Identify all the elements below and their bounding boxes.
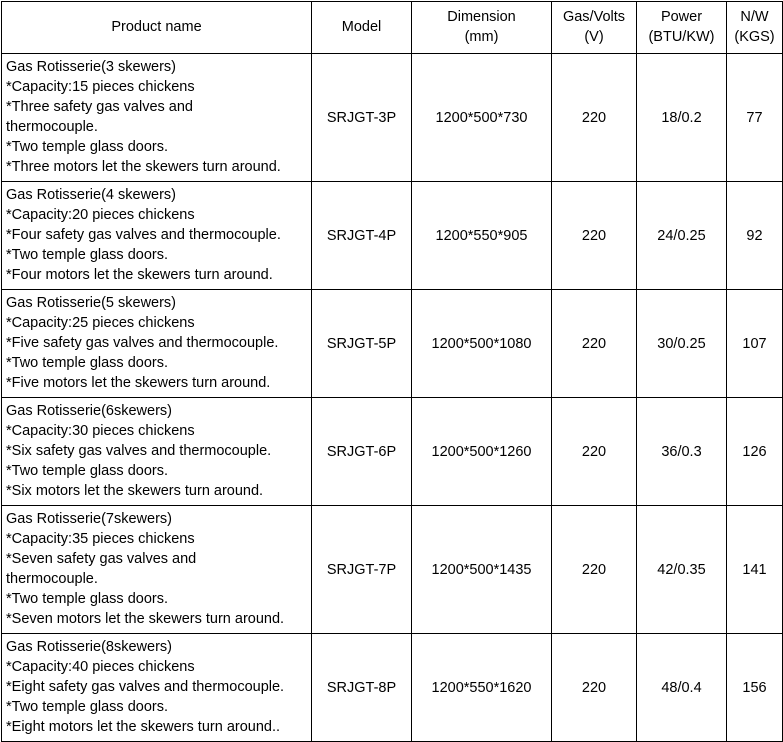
cell-product-name — [2, 398, 312, 506]
cell-gas-volts: 220 — [552, 290, 637, 398]
product-line: *Two temple glass doors. — [6, 699, 168, 715]
cell-dimension: 1200*550*1620 — [412, 634, 552, 742]
product-line: Gas Rotisserie(7skewers) — [6, 511, 172, 527]
table-row — [2, 182, 783, 290]
cell-model: SRJGT-5P — [312, 290, 412, 398]
cell-gas-volts: 220 — [552, 634, 637, 742]
cell-product-name — [2, 290, 312, 398]
table-row — [2, 506, 783, 634]
column-header-net-weight — [727, 2, 783, 54]
cell-power: 42/0.35 — [637, 506, 727, 634]
column-header-gas-volts-line1: Gas/Volts — [562, 9, 626, 25]
column-header-dimension-line2: (mm) — [464, 29, 499, 45]
cell-model: SRJGT-8P — [312, 634, 412, 742]
cell-net-weight: 156 — [727, 634, 783, 742]
cell-model: SRJGT-6P — [312, 398, 412, 506]
cell-product-name — [2, 506, 312, 634]
cell-product-name — [2, 54, 312, 182]
product-line: *Eight motors let the skewers turn around.. — [6, 719, 281, 735]
cell-gas-volts: 220 — [552, 54, 637, 182]
cell-net-weight: 141 — [727, 506, 783, 634]
product-line: *Three safety gas valves and — [6, 99, 193, 115]
product-line: Gas Rotisserie(4 skewers) — [6, 187, 177, 203]
cell-product-name — [2, 182, 312, 290]
product-line: *Five safety gas valves and thermocouple. — [6, 335, 279, 351]
cell-net-weight: 107 — [727, 290, 783, 398]
cell-power: 48/0.4 — [637, 634, 727, 742]
product-line: thermocouple. — [6, 571, 98, 587]
product-line: *Seven motors let the skewers turn around. — [6, 611, 285, 627]
product-specification-table — [1, 1, 783, 742]
column-header-gas-volts — [552, 2, 637, 54]
column-header-product-name — [2, 2, 312, 54]
product-line: thermocouple. — [6, 119, 98, 135]
cell-gas-volts: 220 — [552, 506, 637, 634]
cell-dimension: 1200*500*1435 — [412, 506, 552, 634]
cell-dimension: 1200*550*905 — [412, 182, 552, 290]
cell-model: SRJGT-3P — [312, 54, 412, 182]
cell-net-weight: 92 — [727, 182, 783, 290]
product-line: *Six safety gas valves and thermocouple. — [6, 443, 272, 459]
cell-power: 24/0.25 — [637, 182, 727, 290]
cell-net-weight: 77 — [727, 54, 783, 182]
cell-product-name — [2, 634, 312, 742]
cell-model: SRJGT-4P — [312, 182, 412, 290]
cell-model: SRJGT-7P — [312, 506, 412, 634]
column-header-net-weight-line2: (KGS) — [734, 29, 775, 45]
product-line: *Four safety gas valves and thermocouple. — [6, 227, 281, 243]
product-line: Gas Rotisserie(8skewers) — [6, 639, 172, 655]
column-header-power — [637, 2, 727, 54]
product-line: *Capacity:30 pieces chickens — [6, 423, 195, 439]
product-line: *Capacity:20 pieces chickens — [6, 207, 195, 223]
cell-dimension: 1200*500*1080 — [412, 290, 552, 398]
product-line: Gas Rotisserie(5 skewers) — [6, 295, 177, 311]
product-line: *Four motors let the skewers turn around. — [6, 267, 273, 283]
column-header-gas-volts-line2: (V) — [584, 29, 604, 45]
product-line: *Capacity:35 pieces chickens — [6, 531, 195, 547]
product-line: *Capacity:40 pieces chickens — [6, 659, 195, 675]
cell-power: 30/0.25 — [637, 290, 727, 398]
table-row — [2, 54, 783, 182]
column-header-product-name-line1: Product name — [111, 19, 202, 35]
product-line: *Six motors let the skewers turn around. — [6, 483, 264, 499]
cell-gas-volts: 220 — [552, 398, 637, 506]
column-header-dimension — [412, 2, 552, 54]
cell-power: 36/0.3 — [637, 398, 727, 506]
product-line: *Two temple glass doors. — [6, 247, 168, 263]
product-line: *Five motors let the skewers turn around. — [6, 375, 271, 391]
product-line: *Two temple glass doors. — [6, 463, 168, 479]
table-header-row — [2, 2, 783, 54]
column-header-power-line1: Power — [660, 9, 703, 25]
product-line: *Three motors let the skewers turn around. — [6, 159, 281, 175]
column-header-power-line2: (BTU/KW) — [648, 29, 715, 45]
table-row — [2, 634, 783, 742]
cell-dimension: 1200*500*1260 — [412, 398, 552, 506]
product-line: *Seven safety gas valves and — [6, 551, 197, 567]
product-line: *Two temple glass doors. — [6, 139, 168, 155]
table-row — [2, 398, 783, 506]
product-line: *Capacity:25 pieces chickens — [6, 315, 195, 331]
cell-gas-volts: 220 — [552, 182, 637, 290]
column-header-dimension-line1: Dimension — [447, 9, 516, 25]
table-row — [2, 290, 783, 398]
cell-dimension: 1200*500*730 — [412, 54, 552, 182]
column-header-model — [312, 2, 412, 54]
product-line: *Capacity:15 pieces chickens — [6, 79, 195, 95]
cell-power: 18/0.2 — [637, 54, 727, 182]
cell-net-weight: 126 — [727, 398, 783, 506]
product-line: *Eight safety gas valves and thermocouple. — [6, 679, 285, 695]
product-line: Gas Rotisserie(6skewers) — [6, 403, 172, 419]
product-line: *Two temple glass doors. — [6, 591, 168, 607]
column-header-model-line1: Model — [341, 19, 382, 35]
column-header-net-weight-line1: N/W — [740, 9, 769, 25]
product-line: Gas Rotisserie(3 skewers) — [6, 59, 177, 75]
product-line: *Two temple glass doors. — [6, 355, 168, 371]
